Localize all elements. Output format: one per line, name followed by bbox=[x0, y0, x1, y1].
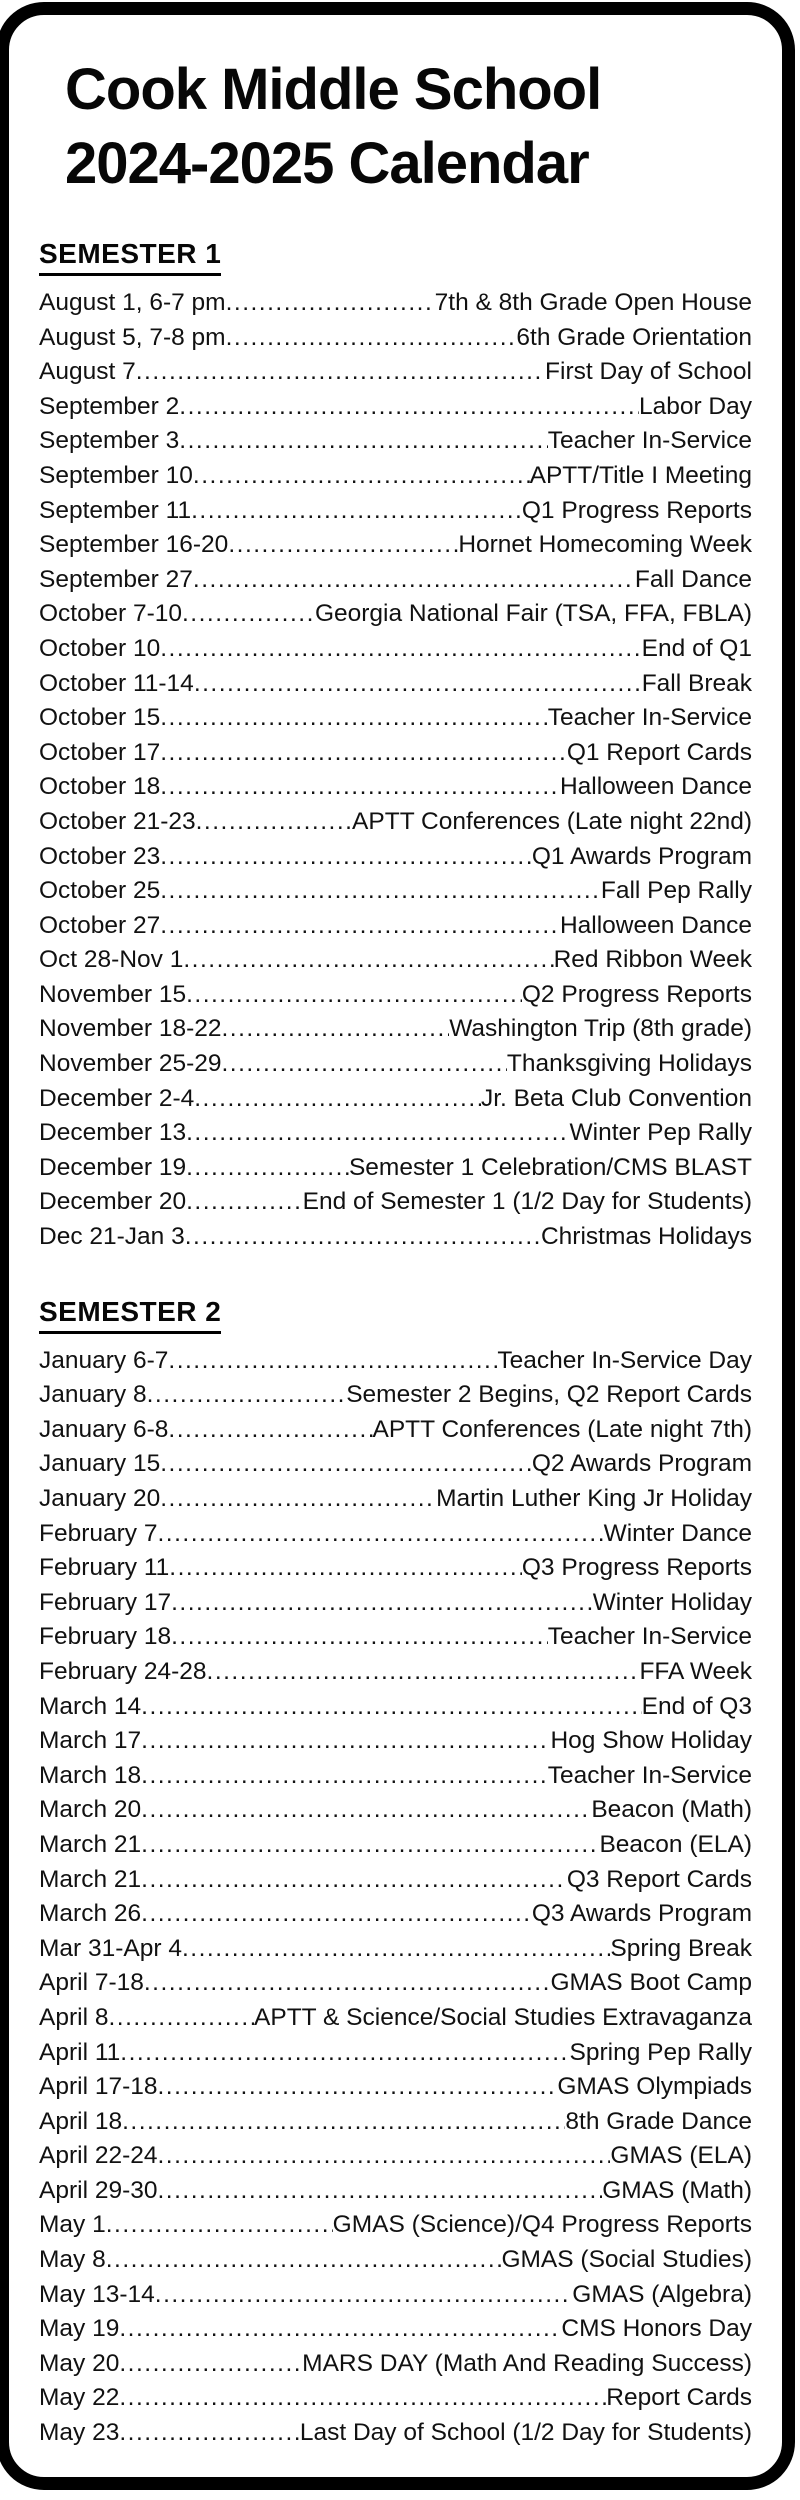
dot-leader bbox=[182, 1932, 610, 1967]
calendar-entry bbox=[39, 1082, 752, 1117]
calendar-entry bbox=[39, 1413, 752, 1448]
dot-leader bbox=[185, 1220, 541, 1255]
entry-event: Martin Luther King Jr Holiday bbox=[436, 1485, 752, 1512]
entry-event: Teacher In-Service Day bbox=[497, 1346, 752, 1374]
calendar-entry bbox=[39, 1724, 752, 1759]
entry-date: October 27 bbox=[39, 911, 161, 939]
dot-leader bbox=[119, 2347, 302, 2382]
entry-date: November 18-22 bbox=[39, 1015, 222, 1043]
entry-event: End of Q1 bbox=[641, 634, 752, 662]
entry-event: Teacher In-Service bbox=[547, 427, 752, 455]
entry-event: APTT & Science/Social Studies Extravaganza bbox=[254, 2003, 752, 2031]
calendar-entry bbox=[39, 701, 752, 736]
entry-event: GMAS Olympiads bbox=[557, 2073, 752, 2101]
entry-event: GMAS (Science)/Q4 Progress Reports bbox=[332, 2211, 752, 2239]
entry-event: Labor Day bbox=[638, 392, 752, 420]
dot-leader bbox=[226, 286, 435, 321]
dot-leader bbox=[221, 1047, 506, 1082]
dot-leader bbox=[160, 701, 548, 736]
entry-date: August 1, 6-7 pm bbox=[39, 289, 226, 316]
dot-leader bbox=[141, 1828, 599, 1863]
semester-1-section bbox=[39, 201, 752, 1255]
dot-leader bbox=[193, 563, 635, 598]
dot-leader bbox=[155, 2278, 573, 2313]
entry-event: Q3 Report Cards bbox=[566, 1865, 752, 1893]
entry-date: May 19 bbox=[39, 2315, 120, 2343]
entry-date: January 8 bbox=[39, 1381, 147, 1409]
dot-leader bbox=[186, 1151, 349, 1186]
entry-event: FFA Week bbox=[639, 1657, 752, 1685]
entry-event: 6th Grade Orientation bbox=[516, 323, 752, 351]
entry-event: Teacher In-Service bbox=[547, 1761, 752, 1789]
entry-date: September 2 bbox=[39, 392, 180, 420]
calendar-entry bbox=[39, 528, 752, 563]
entry-event: Beacon (ELA) bbox=[599, 1830, 752, 1858]
dot-leader bbox=[106, 2208, 333, 2243]
calendar-entry bbox=[39, 1655, 752, 1690]
entry-event: GMAS (Algebra) bbox=[572, 2280, 752, 2308]
semester-2-entries bbox=[39, 1344, 752, 2451]
entry-event: End of Q3 bbox=[641, 1692, 752, 1720]
dot-leader bbox=[160, 632, 641, 667]
entry-event: APTT/Title I Meeting bbox=[529, 461, 752, 489]
calendar-entry bbox=[39, 1793, 752, 1828]
calendar-entry bbox=[39, 1620, 752, 1655]
entry-date: January 15 bbox=[39, 1450, 161, 1478]
dot-leader bbox=[160, 1482, 436, 1517]
calendar-entry bbox=[39, 667, 752, 702]
entry-event: GMAS Boot Camp bbox=[550, 1969, 752, 1997]
entry-date: Mar 31-Apr 4 bbox=[39, 1934, 182, 1962]
entry-event: Q1 Progress Reports bbox=[521, 496, 752, 524]
entry-date: March 21 bbox=[39, 1830, 142, 1858]
dot-leader bbox=[120, 2036, 569, 2071]
entry-event: MARS DAY (Math And Reading Success) bbox=[302, 2349, 752, 2377]
calendar-entry bbox=[39, 286, 752, 321]
entry-event: Winter Holiday bbox=[592, 1588, 752, 1616]
calendar-card bbox=[0, 2, 795, 2490]
entry-event: Winter Dance bbox=[603, 1519, 752, 1547]
calendar-entry bbox=[39, 1551, 752, 1586]
calendar-entry bbox=[39, 2174, 752, 2209]
entry-event: Washington Trip (8th grade) bbox=[449, 1015, 752, 1043]
entry-date: April 7-18 bbox=[39, 1969, 144, 1997]
entry-date: January 6-7 bbox=[39, 1346, 169, 1374]
dot-leader bbox=[221, 1012, 449, 1047]
entry-event: GMAS (ELA) bbox=[610, 2142, 752, 2170]
dot-leader bbox=[191, 494, 522, 529]
calendar-entry bbox=[39, 2105, 752, 2140]
calendar-entry bbox=[39, 1185, 752, 1220]
dot-leader bbox=[160, 874, 601, 909]
calendar-entry bbox=[39, 1517, 752, 1552]
dot-leader bbox=[196, 805, 352, 840]
entry-date: February 17 bbox=[39, 1588, 172, 1616]
calendar-entry bbox=[39, 632, 752, 667]
dot-leader bbox=[193, 459, 530, 494]
dot-leader bbox=[119, 2416, 300, 2451]
entry-event: Q2 Awards Program bbox=[531, 1450, 752, 1478]
entry-date: January 6-8 bbox=[39, 1415, 169, 1443]
entry-event: Semester 2 Begins, Q2 Report Cards bbox=[346, 1381, 752, 1409]
dot-leader bbox=[141, 1793, 591, 1828]
entry-event: Spring Break bbox=[610, 1934, 752, 1962]
dot-leader bbox=[157, 2174, 602, 2209]
entry-date: February 7 bbox=[39, 1519, 158, 1547]
calendar-entry bbox=[39, 1932, 752, 1967]
entry-event: End of Semester 1 (1/2 Day for Students) bbox=[302, 1188, 752, 1216]
calendar-entry bbox=[39, 840, 752, 875]
calendar-entry bbox=[39, 1897, 752, 1932]
entry-event: Spring Pep Rally bbox=[569, 2038, 752, 2066]
entry-event: Teacher In-Service bbox=[547, 704, 752, 732]
dot-leader bbox=[228, 528, 458, 563]
semester-1-heading: SEMESTER 1 bbox=[39, 237, 221, 276]
calendar-entry bbox=[39, 2278, 752, 2313]
entry-date: May 8 bbox=[39, 2246, 106, 2274]
entry-date: May 13-14 bbox=[39, 2280, 155, 2308]
semester-1-entries bbox=[39, 286, 752, 1255]
entry-event: Q3 Progress Reports bbox=[521, 1554, 752, 1582]
dot-leader bbox=[144, 1966, 551, 2001]
entry-event: Hornet Homecoming Week bbox=[458, 531, 752, 559]
entry-date: February 11 bbox=[39, 1554, 170, 1582]
entry-event: Q1 Awards Program bbox=[531, 842, 752, 870]
calendar-entry bbox=[39, 1151, 752, 1186]
entry-date: December 19 bbox=[39, 1153, 187, 1181]
entry-date: April 29-30 bbox=[39, 2176, 158, 2204]
dot-leader bbox=[141, 1759, 548, 1794]
entry-event: 8th Grade Dance bbox=[565, 2107, 752, 2135]
dot-leader bbox=[119, 2381, 606, 2416]
entry-event: Jr. Beta Club Convention bbox=[480, 1084, 752, 1112]
dot-leader bbox=[168, 1413, 372, 1448]
entry-date: April 22-24 bbox=[39, 2142, 158, 2170]
calendar-entry bbox=[39, 943, 752, 978]
dot-leader bbox=[157, 2139, 610, 2174]
calendar-entry bbox=[39, 2001, 752, 2036]
calendar-entry bbox=[39, 597, 752, 632]
calendar-entry bbox=[39, 390, 752, 425]
dot-leader bbox=[186, 978, 522, 1013]
dot-leader bbox=[183, 943, 553, 978]
dot-leader bbox=[160, 736, 567, 771]
entry-event: Q2 Progress Reports bbox=[521, 980, 752, 1008]
entry-date: February 18 bbox=[39, 1623, 172, 1651]
calendar-entry bbox=[39, 1012, 752, 1047]
calendar-entry bbox=[39, 563, 752, 598]
entry-date: January 20 bbox=[39, 1485, 161, 1512]
dot-leader bbox=[136, 355, 545, 390]
dot-leader bbox=[106, 2243, 502, 2278]
entry-date: May 1 bbox=[39, 2211, 106, 2239]
dot-leader bbox=[160, 1447, 532, 1482]
entry-date: October 23 bbox=[39, 842, 161, 870]
dot-leader bbox=[157, 1517, 603, 1552]
entry-date: December 20 bbox=[39, 1188, 187, 1216]
calendar-entry bbox=[39, 2347, 752, 2382]
dot-leader bbox=[141, 1897, 532, 1932]
dot-leader bbox=[207, 1655, 640, 1690]
dot-leader bbox=[122, 2105, 565, 2140]
entry-event: Fall Break bbox=[641, 669, 752, 697]
calendar-entry bbox=[39, 1863, 752, 1898]
dot-leader bbox=[168, 1344, 497, 1379]
calendar-entry bbox=[39, 2208, 752, 2243]
entry-date: May 23 bbox=[39, 2419, 120, 2447]
entry-date: October 17 bbox=[39, 738, 161, 766]
calendar-entry bbox=[39, 1828, 752, 1863]
calendar-entry bbox=[39, 1966, 752, 2001]
entry-date: September 11 bbox=[39, 496, 192, 524]
entry-event: First Day of School bbox=[545, 358, 752, 386]
dot-leader bbox=[147, 1378, 347, 1413]
entry-date: October 7-10 bbox=[39, 600, 182, 628]
entry-event: Hog Show Holiday bbox=[550, 1727, 752, 1755]
entry-date: August 7 bbox=[39, 358, 136, 386]
calendar-entry bbox=[39, 1759, 752, 1794]
calendar-entry bbox=[39, 736, 752, 771]
entry-event: CMS Honors Day bbox=[561, 2315, 752, 2343]
calendar-entry bbox=[39, 1447, 752, 1482]
entry-date: April 17-18 bbox=[39, 2073, 158, 2101]
entry-date: April 11 bbox=[39, 2038, 121, 2066]
dot-leader bbox=[141, 1690, 642, 1725]
calendar-entry bbox=[39, 978, 752, 1013]
entry-event: Q1 Report Cards bbox=[566, 738, 752, 766]
dot-leader bbox=[186, 1185, 303, 1220]
entry-date: September 27 bbox=[39, 565, 193, 593]
entry-event: Christmas Holidays bbox=[540, 1223, 752, 1251]
calendar-entry bbox=[39, 1220, 752, 1255]
calendar-entry bbox=[39, 909, 752, 944]
calendar-entry bbox=[39, 770, 752, 805]
entry-date: March 14 bbox=[39, 1692, 142, 1720]
dot-leader bbox=[171, 1620, 548, 1655]
calendar-entry bbox=[39, 355, 752, 390]
entry-event: Fall Pep Rally bbox=[600, 877, 752, 905]
entry-date: September 16-20 bbox=[39, 531, 229, 559]
calendar-entry bbox=[39, 1482, 752, 1517]
calendar-entry bbox=[39, 1047, 752, 1082]
dot-leader bbox=[171, 1586, 593, 1621]
dot-leader bbox=[179, 424, 547, 459]
entry-date: October 11-14 bbox=[39, 669, 194, 697]
calendar-entry bbox=[39, 494, 752, 529]
entry-date: March 20 bbox=[39, 1796, 142, 1824]
entry-event: Red Ribbon Week bbox=[553, 946, 752, 974]
entry-date: March 17 bbox=[39, 1727, 142, 1755]
calendar-entry bbox=[39, 2139, 752, 2174]
entry-event: Beacon (Math) bbox=[591, 1796, 752, 1824]
entry-date: October 25 bbox=[39, 877, 161, 905]
entry-date: September 3 bbox=[39, 427, 180, 455]
entry-date: Oct 28-Nov 1 bbox=[39, 946, 184, 974]
entry-event: Report Cards bbox=[606, 2384, 752, 2412]
entry-event: APTT Conferences (Late night 7th) bbox=[372, 1415, 752, 1443]
dot-leader bbox=[157, 2070, 557, 2105]
dot-leader bbox=[194, 1082, 481, 1117]
entry-date: November 25-29 bbox=[39, 1050, 222, 1078]
entry-event: Halloween Dance bbox=[559, 773, 752, 801]
entry-date: Dec 21-Jan 3 bbox=[39, 1223, 185, 1251]
calendar-entry bbox=[39, 805, 752, 840]
calendar-entry bbox=[39, 874, 752, 909]
page-title-line2: 2024-2025 Calendar bbox=[65, 131, 589, 196]
entry-event: Teacher In-Service bbox=[547, 1623, 752, 1651]
calendar-entry bbox=[39, 424, 752, 459]
dot-leader bbox=[160, 770, 560, 805]
entry-date: February 24-28 bbox=[39, 1657, 207, 1685]
dot-leader bbox=[141, 1724, 550, 1759]
entry-date: October 15 bbox=[39, 704, 161, 732]
page-title-line1: Cook Middle School bbox=[65, 57, 602, 122]
entry-event: Halloween Dance bbox=[559, 911, 752, 939]
dot-leader bbox=[169, 1551, 522, 1586]
entry-event: Winter Pep Rally bbox=[569, 1119, 752, 1147]
entry-date: April 8 bbox=[39, 2003, 109, 2031]
dot-leader bbox=[182, 597, 315, 632]
calendar-entry bbox=[39, 1116, 752, 1151]
dot-leader bbox=[108, 2001, 254, 2036]
calendar-entry bbox=[39, 1586, 752, 1621]
entry-event: Georgia National Fair (TSA, FFA, FBLA) bbox=[314, 600, 752, 628]
calendar-entry bbox=[39, 1690, 752, 1725]
page-title bbox=[65, 53, 752, 201]
entry-date: December 2-4 bbox=[39, 1084, 195, 1112]
entry-event: GMAS (Math) bbox=[602, 2176, 752, 2204]
entry-date: March 26 bbox=[39, 1900, 142, 1928]
calendar-entry bbox=[39, 2036, 752, 2071]
entry-date: October 10 bbox=[39, 634, 161, 662]
calendar-entry bbox=[39, 2243, 752, 2278]
entry-date: March 21 bbox=[39, 1865, 142, 1893]
entry-event: Thanksgiving Holidays bbox=[506, 1050, 752, 1078]
entry-date: May 20 bbox=[39, 2349, 120, 2377]
dot-leader bbox=[186, 1116, 569, 1151]
entry-event: APTT Conferences (Late night 22nd) bbox=[352, 807, 752, 835]
calendar-entry bbox=[39, 459, 752, 494]
entry-date: March 18 bbox=[39, 1761, 142, 1789]
entry-date: May 22 bbox=[39, 2384, 120, 2412]
calendar-entry bbox=[39, 1344, 752, 1379]
calendar-entry bbox=[39, 1378, 752, 1413]
entry-date: August 5, 7-8 pm bbox=[39, 323, 226, 351]
entry-event: Semester 1 Celebration/CMS BLAST bbox=[348, 1153, 752, 1181]
entry-date: December 13 bbox=[39, 1119, 187, 1147]
calendar-entry bbox=[39, 2416, 752, 2451]
dot-leader bbox=[160, 840, 532, 875]
dot-leader bbox=[226, 321, 517, 356]
dot-leader bbox=[141, 1863, 567, 1898]
calendar-entry bbox=[39, 321, 752, 356]
dot-leader bbox=[119, 2312, 561, 2347]
calendar-entry bbox=[39, 2070, 752, 2105]
entry-event: GMAS (Social Studies) bbox=[501, 2246, 752, 2274]
semester-2-heading: SEMESTER 2 bbox=[39, 1295, 221, 1334]
entry-date: October 18 bbox=[39, 773, 161, 801]
calendar-entry bbox=[39, 2381, 752, 2416]
dot-leader bbox=[179, 390, 639, 425]
dot-leader bbox=[160, 909, 560, 944]
entry-event: Q3 Awards Program bbox=[531, 1900, 752, 1928]
entry-date: September 10 bbox=[39, 461, 193, 489]
entry-date: October 21-23 bbox=[39, 807, 196, 835]
entry-date: November 15 bbox=[39, 980, 187, 1008]
semester-2-section bbox=[39, 1255, 752, 2451]
entry-event: Last Day of School (1/2 Day for Students) bbox=[299, 2419, 752, 2447]
dot-leader bbox=[194, 667, 642, 702]
entry-date: April 18 bbox=[39, 2107, 123, 2135]
calendar-entry bbox=[39, 2312, 752, 2347]
entry-event: Fall Dance bbox=[634, 565, 752, 593]
entry-event: 7th & 8th Grade Open House bbox=[434, 289, 752, 316]
